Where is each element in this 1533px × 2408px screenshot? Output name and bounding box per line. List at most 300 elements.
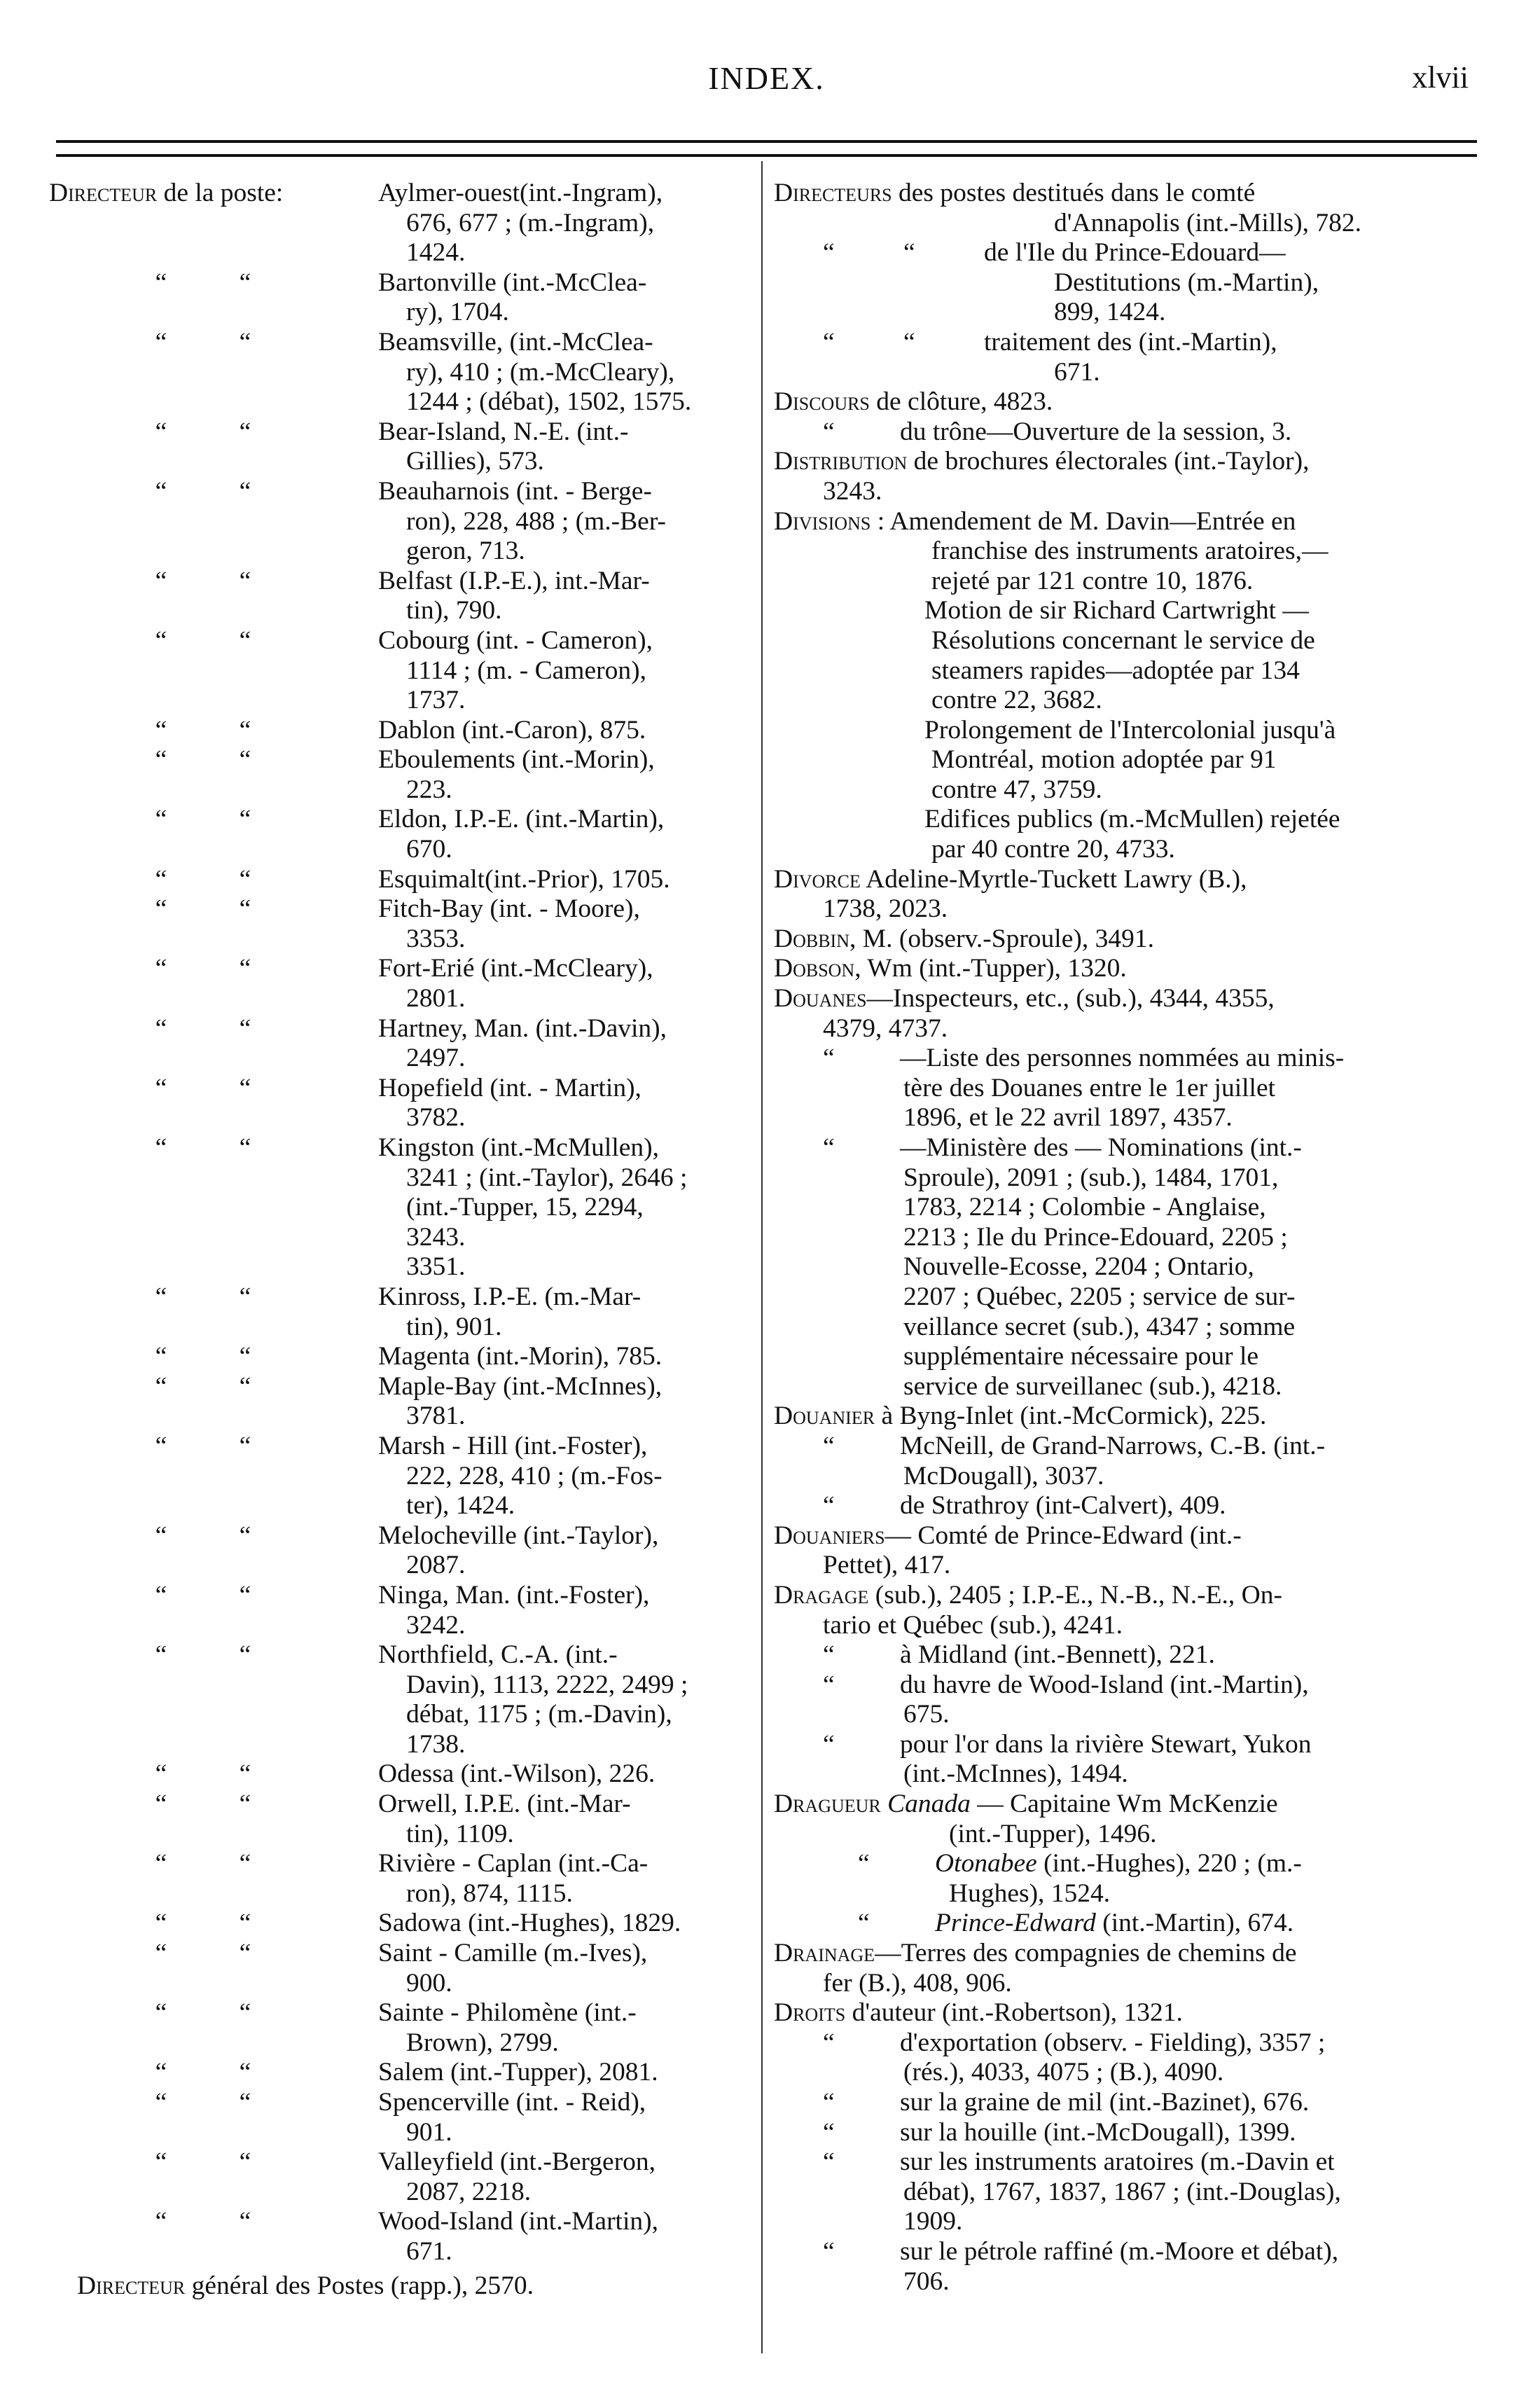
ditto-mark: “ xyxy=(823,2147,835,2177)
ditto-mark: “ xyxy=(155,954,167,983)
ditto-mark: “ xyxy=(239,566,251,595)
index-line xyxy=(774,1462,1488,1492)
ditto-mark: “ xyxy=(155,1133,167,1162)
ditto-mark: “ xyxy=(903,327,915,357)
ditto-mark: “ xyxy=(239,268,251,297)
index-line xyxy=(774,1342,1488,1372)
entry-text: (int.-McInnes), 1494. xyxy=(903,1759,1128,1789)
entry-continuation: Davin), 1113, 2222, 2499 ; xyxy=(406,1670,688,1699)
index-line xyxy=(774,567,1488,597)
entry-text: (sub.), 2405 ; I.P.-E., N.-B., N.-E., On- xyxy=(868,1580,1282,1610)
index-line xyxy=(774,1402,1488,1432)
entry-heading: Dragueur xyxy=(774,1790,881,1819)
index-line xyxy=(774,656,1488,686)
entry-text: 1783, 2214 ; Colombie - Anglaise, xyxy=(903,1193,1266,1222)
entry-text: Eboulements (int.-Morin), xyxy=(378,745,655,775)
ditto-marks xyxy=(119,1849,287,1879)
page-header xyxy=(49,53,1484,116)
entry-continuation: 1738. xyxy=(406,1729,466,1759)
index-line xyxy=(774,2118,1488,2148)
index-line xyxy=(774,1074,1488,1104)
entry-heading: Distribution xyxy=(774,447,908,476)
ditto-mark: “ xyxy=(155,625,167,655)
entry-text: Wood-Island (int.-Martin), xyxy=(378,2207,659,2236)
index-entry xyxy=(49,1342,763,1372)
entry-text: Hartney, Man. (int.-Davin), xyxy=(378,1013,667,1043)
index-entry xyxy=(49,1790,763,1849)
ship-name: Prince-Edward xyxy=(935,1909,1096,1938)
ditto-mark: “ xyxy=(823,1133,835,1162)
entry-text: —Ministère des — Nominations (int.- xyxy=(900,1133,1302,1162)
index-entry xyxy=(49,477,763,567)
ditto-mark: “ xyxy=(155,1013,167,1043)
index-line xyxy=(774,2088,1488,2118)
index-line xyxy=(774,1372,1488,1402)
index-line xyxy=(774,716,1488,746)
ditto-mark: “ xyxy=(155,894,167,924)
ditto-mark: “ xyxy=(155,417,167,446)
entry-text: Salem (int.-Tupper), 2081. xyxy=(378,2058,658,2087)
index-line xyxy=(774,2178,1488,2208)
index-line xyxy=(774,984,1488,1014)
entry-heading: Divisions xyxy=(774,506,871,536)
ditto-mark: “ xyxy=(858,1909,870,1938)
ditto-marks xyxy=(119,1759,287,1790)
ditto-mark: “ xyxy=(239,1282,251,1311)
entry-continuation: 3243. xyxy=(406,1222,466,1252)
entry-text: Nouvelle-Ecosse, 2204 ; Ontario, xyxy=(903,1252,1254,1282)
ditto-mark: “ xyxy=(239,894,251,924)
ditto-mark: “ xyxy=(823,2088,835,2117)
ditto-mark: “ xyxy=(239,2207,251,2236)
ditto-mark: “ xyxy=(239,864,251,894)
entry-text: Prolongement de l'Intercolonial jusqu'à xyxy=(924,715,1336,745)
ditto-marks xyxy=(119,1909,287,1939)
entry-text: contre 22, 3682. xyxy=(931,686,1102,715)
ditto-mark: “ xyxy=(823,327,835,357)
entry-text: Hopefield (int. - Martin), xyxy=(378,1073,641,1102)
entry-text: veillance secret (sub.), 4347 ; somme xyxy=(903,1312,1296,1341)
index-entry xyxy=(49,1133,763,1282)
entry-text: Sproule), 2091 ; (sub.), 1484, 1701, xyxy=(903,1163,1279,1192)
ditto-mark: “ xyxy=(155,2207,167,2236)
ditto-mark: “ xyxy=(239,1939,251,1968)
index-line xyxy=(774,1759,1488,1790)
entry-continuation: 901. xyxy=(406,2117,452,2147)
entry-continuation: 222, 228, 410 ; (m.-Fos- xyxy=(406,1461,663,1490)
entry-continuation: 3353. xyxy=(406,924,466,953)
ditto-mark: “ xyxy=(239,1013,251,1043)
index-entry xyxy=(49,179,763,268)
index-entry xyxy=(49,1432,763,1521)
entry-text: 2207 ; Québec, 2205 ; service de sur- xyxy=(903,1282,1296,1311)
entry-text: , M. (observ.-Sproule), 3491. xyxy=(849,924,1154,953)
index-line xyxy=(774,1193,1488,1223)
entry-text: sur la houille (int.-McDougall), 1399. xyxy=(900,2117,1296,2147)
index-line xyxy=(774,537,1488,567)
index-line xyxy=(774,1581,1488,1611)
entry-text: de Strathroy (int-Calvert), 409. xyxy=(900,1491,1226,1521)
ditto-marks xyxy=(119,1342,287,1372)
ship-name: Otonabee xyxy=(935,1849,1037,1878)
index-line xyxy=(774,1730,1488,1760)
index-line xyxy=(774,1103,1488,1133)
entry-text: Kinross, I.P.-E. (m.-Mar- xyxy=(378,1282,641,1311)
entry-text: à Byng-Inlet (int.-McCormick), 225. xyxy=(875,1402,1267,1431)
index-line xyxy=(774,2237,1488,2267)
ditto-marks xyxy=(119,805,287,835)
entry-text: Ninga, Man. (int.-Foster), xyxy=(378,1580,650,1610)
entry-text: —Liste des personnes nommées au minis- xyxy=(900,1044,1345,1073)
index-line xyxy=(774,328,1488,358)
entry-heading xyxy=(49,179,283,209)
index-line xyxy=(774,238,1488,268)
ditto-mark: “ xyxy=(239,805,251,834)
entry-heading: Drainage xyxy=(774,1939,875,1968)
entry-text: Adeline-Myrtle-Tuckett Lawry (B.), xyxy=(860,864,1247,894)
entry-continuation: 2801. xyxy=(406,984,466,1013)
ditto-marks xyxy=(119,477,287,507)
ditto-marks xyxy=(119,268,287,298)
entry-continuation: 1114 ; (m. - Cameron), xyxy=(406,656,646,685)
ditto-marks xyxy=(119,2147,287,2178)
index-entry xyxy=(49,805,763,864)
entry-text: pour l'or dans la rivière Stewart, Yukon xyxy=(900,1729,1312,1759)
index-line xyxy=(774,835,1488,865)
entry-text: traitement des (int.-Martin), xyxy=(984,327,1277,357)
index-line xyxy=(774,1521,1488,1551)
ditto-marks xyxy=(119,1521,287,1551)
index-line xyxy=(774,954,1488,984)
entry-text: sur la graine de mil (int.-Bazinet), 676. xyxy=(900,2088,1310,2117)
entry-text: Canada — Capitaine Wm McKenzie xyxy=(887,1790,1278,1819)
ditto-mark: “ xyxy=(155,566,167,595)
ditto-mark: “ xyxy=(155,1640,167,1670)
ditto-mark: “ xyxy=(239,1371,251,1401)
entry-continuation: 3242. xyxy=(406,1610,466,1640)
entry-continuation: 900. xyxy=(406,1968,452,1998)
ditto-mark: “ xyxy=(155,1073,167,1102)
entry-text: fer (B.), 408, 906. xyxy=(823,1968,1012,1998)
entry-text: Eldon, I.P.-E. (int.-Martin), xyxy=(378,805,665,834)
ditto-marks xyxy=(119,954,287,984)
ditto-mark: “ xyxy=(823,1431,835,1460)
index-line xyxy=(774,2147,1488,2178)
entry-text: débat), 1767, 1837, 1867 ; (int.-Douglas), xyxy=(903,2177,1341,2206)
ditto-marks xyxy=(119,1074,287,1104)
index-entry xyxy=(49,1521,763,1581)
index-line xyxy=(774,1551,1488,1581)
index-line xyxy=(774,358,1488,388)
entry-text: McNeill, de Grand-Narrows, C.-B. (int.- xyxy=(900,1431,1326,1460)
entry-text: des postes destitués dans le comté xyxy=(892,179,1256,207)
entry-text: 671. xyxy=(1054,357,1100,387)
entry-continuation: 2497. xyxy=(406,1044,466,1073)
index-line xyxy=(774,1223,1488,1253)
ditto-mark: “ xyxy=(823,417,835,446)
ditto-mark: “ xyxy=(239,1431,251,1460)
index-line xyxy=(774,626,1488,656)
entry-text: Aylmer-ouest(int.-Ingram), xyxy=(378,179,663,207)
ditto-marks xyxy=(119,1014,287,1044)
entry-continuation: (int.-Tupper, 15, 2294, xyxy=(406,1193,644,1222)
ditto-marks xyxy=(119,2207,287,2237)
index-entry xyxy=(49,417,763,477)
ditto-mark: “ xyxy=(239,417,251,446)
entry-text: —Terres des compagnies de chemins de xyxy=(875,1939,1297,1968)
entry-text: Prince-Edward (int.-Martin), 674. xyxy=(935,1909,1294,1938)
heading-word: Directeur xyxy=(49,179,158,207)
index-line xyxy=(774,2267,1488,2297)
index-line xyxy=(774,1313,1488,1343)
ditto-mark: “ xyxy=(239,954,251,983)
entry-heading: Dobbin xyxy=(774,924,849,953)
final-entry xyxy=(49,2271,763,2302)
ditto-mark: “ xyxy=(239,327,251,357)
index-line xyxy=(774,1969,1488,1999)
index-entry xyxy=(49,1640,763,1759)
entry-text: Fort-Erié (int.-McCleary), xyxy=(378,954,653,983)
ditto-mark: “ xyxy=(155,1580,167,1610)
entry-heading: Directeurs xyxy=(774,179,892,207)
index-line xyxy=(774,1282,1488,1313)
ditto-mark: “ xyxy=(155,2147,167,2177)
entry-text: franchise des instruments aratoires,— xyxy=(931,537,1329,566)
ditto-mark: “ xyxy=(239,1073,251,1102)
index-entry xyxy=(49,954,763,1013)
entry-text: sur le pétrole raffiné (m.-Moore et débat), xyxy=(900,2236,1339,2266)
ditto-mark: “ xyxy=(239,2147,251,2177)
entry-heading: Douaniers xyxy=(774,1521,885,1550)
index-line xyxy=(774,298,1488,328)
ditto-mark: “ xyxy=(239,1133,251,1162)
ditto-marks xyxy=(119,626,287,656)
entry-text: Sainte - Philomène (int.- xyxy=(378,1998,637,2028)
ditto-mark: “ xyxy=(239,1849,251,1878)
index-line xyxy=(774,1820,1488,1850)
entry-text: Bartonville (int.-McClea- xyxy=(378,268,647,297)
ship-name: Canada xyxy=(887,1790,971,1819)
entry-text: Cobourg (int. - Cameron), xyxy=(378,625,653,655)
ditto-marks xyxy=(119,1432,287,1462)
entry-text: tario et Québec (sub.), 4241. xyxy=(823,1610,1123,1640)
index-line xyxy=(774,2058,1488,2088)
entry-text: d'exportation (observ. - Fielding), 3357 ; xyxy=(900,2028,1326,2057)
ditto-mark: “ xyxy=(823,1670,835,1699)
entry-text: Destitutions (m.-Martin), xyxy=(1054,268,1319,297)
ditto-mark: “ xyxy=(155,1909,167,1938)
ditto-mark: “ xyxy=(239,1909,251,1938)
index-line xyxy=(774,1252,1488,1282)
ditto-marks xyxy=(119,1790,287,1820)
entry-text: du trône—Ouverture de la session, 3. xyxy=(900,417,1292,446)
entry-heading: Discours xyxy=(774,387,870,417)
ditto-mark: “ xyxy=(155,268,167,297)
entry-continuation: tin), 790. xyxy=(406,596,502,625)
index-line xyxy=(774,1849,1488,1879)
entry-text: à Midland (int.-Bennett), 221. xyxy=(900,1640,1215,1670)
entry-text: Edifices publics (m.-McMullen) rejetée xyxy=(924,805,1340,834)
index-line xyxy=(774,745,1488,775)
index-entry xyxy=(49,328,763,417)
ditto-marks xyxy=(119,417,287,448)
entry-text: Rivière - Caplan (int.-Ca- xyxy=(378,1849,648,1878)
entry-text: par 40 contre 20, 4733. xyxy=(931,835,1175,864)
entry-continuation: débat, 1175 ; (m.-Davin), xyxy=(406,1700,672,1729)
index-line xyxy=(774,894,1488,925)
entry-continuation: 3351. xyxy=(406,1252,466,1282)
entry-text: tère des Douanes entre le 1er juillet xyxy=(903,1073,1276,1102)
ditto-mark: “ xyxy=(858,1849,870,1878)
ditto-mark: “ xyxy=(903,238,915,268)
entry-continuation: geron, 713. xyxy=(406,537,525,566)
entry-text: Pettet), 417. xyxy=(823,1551,951,1580)
index-line xyxy=(774,417,1488,448)
index-entry xyxy=(49,1909,763,1939)
ditto-mark: “ xyxy=(823,1491,835,1521)
entry-text: Montréal, motion adoptée par 91 xyxy=(931,745,1277,775)
entry-text: 899, 1424. xyxy=(1054,298,1166,327)
index-line xyxy=(774,268,1488,298)
entry-text: d'Annapolis (int.-Mills), 782. xyxy=(1054,208,1362,237)
entry-text: Kingston (int.-McMullen), xyxy=(378,1133,660,1162)
ditto-mark: “ xyxy=(155,1849,167,1878)
entry-continuation: ron), 874, 1115. xyxy=(406,1878,573,1908)
ditto-marks xyxy=(119,745,287,775)
left-column xyxy=(49,179,763,2301)
entry-text: Saint - Camille (m.-Ives), xyxy=(378,1939,648,1968)
ditto-mark: “ xyxy=(155,327,167,357)
index-entry xyxy=(49,1939,763,1998)
ditto-marks xyxy=(119,865,287,895)
index-line xyxy=(774,596,1488,626)
ditto-mark: “ xyxy=(239,1998,251,2028)
index-line xyxy=(774,477,1488,507)
index-entry xyxy=(49,2058,763,2088)
ditto-marks xyxy=(119,328,287,358)
entry-text: Esquimalt(int.-Prior), 1705. xyxy=(378,864,670,894)
entry-text: service de surveillanec (sub.), 4218. xyxy=(903,1371,1282,1401)
index-entry xyxy=(49,1372,763,1432)
index-line xyxy=(774,1044,1488,1074)
ditto-mark: “ xyxy=(823,1044,835,1073)
final-entry-word: Directeur xyxy=(77,2271,186,2300)
entry-continuation: 2087. xyxy=(406,1551,466,1580)
index-line xyxy=(774,1939,1488,1969)
entry-text: Magenta (int.-Morin), 785. xyxy=(378,1342,663,1371)
page-number: xlvii xyxy=(1412,60,1469,95)
entry-text: —Inspecteurs, etc., (sub.), 4344, 4355, xyxy=(866,984,1275,1013)
entry-text: 3243. xyxy=(823,476,882,506)
ditto-marks xyxy=(119,1581,287,1611)
entry-continuation: ron), 228, 488 ; (m.-Ber- xyxy=(406,506,667,536)
index-line xyxy=(774,447,1488,477)
entry-text: de clôture, 4823. xyxy=(869,387,1053,417)
entry-continuation: tin), 1109. xyxy=(406,1819,514,1848)
ditto-mark: “ xyxy=(239,2088,251,2117)
index-line xyxy=(774,2028,1488,2058)
ditto-mark: “ xyxy=(239,1342,251,1371)
entry-text: Northfield, C.-A. (int.- xyxy=(378,1640,618,1670)
entry-continuation: 1244 ; (débat), 1502, 1575. xyxy=(406,387,692,417)
index-line xyxy=(774,865,1488,895)
entry-text: 1896, et le 22 avril 1897, 4357. xyxy=(903,1103,1233,1133)
index-entry xyxy=(49,2088,763,2147)
entry-text: (int.-Tupper), 1496. xyxy=(949,1819,1157,1848)
ditto-mark: “ xyxy=(823,2236,835,2266)
index-line xyxy=(774,686,1488,716)
entry-text: (rés.), 4033, 4075 ; (B.), 4090. xyxy=(903,2058,1224,2087)
entry-text: McDougall), 3037. xyxy=(903,1461,1104,1490)
entry-heading: Douanier xyxy=(774,1402,875,1431)
index-entry xyxy=(49,745,763,805)
final-entry-rest: général des Postes (rapp.), 2570. xyxy=(185,2271,534,2300)
ditto-marks xyxy=(119,1640,287,1670)
index-entry xyxy=(49,2147,763,2207)
index-entry xyxy=(49,1759,763,1790)
entry-text: : Amendement de M. Davin—Entrée en xyxy=(870,506,1296,536)
entry-text: , Wm (int.-Tupper), 1320. xyxy=(854,954,1127,983)
ditto-mark: “ xyxy=(155,1431,167,1460)
ditto-marks xyxy=(119,2058,287,2088)
entry-text: contre 47, 3759. xyxy=(931,775,1102,804)
index-line xyxy=(774,1909,1488,1939)
index-entry xyxy=(49,1581,763,1640)
ditto-marks xyxy=(119,1133,287,1163)
ditto-marks xyxy=(119,1372,287,1402)
ditto-mark: “ xyxy=(239,1790,251,1819)
entry-text: Bear-Island, N.-E. (int.- xyxy=(378,417,629,446)
ditto-mark: “ xyxy=(155,1790,167,1819)
ditto-mark: “ xyxy=(155,745,167,775)
entry-text: Beamsville, (int.-McClea- xyxy=(378,327,653,357)
header-rule xyxy=(56,140,1477,157)
entry-continuation: ter), 1424. xyxy=(406,1491,515,1521)
index-entry xyxy=(49,268,763,328)
ditto-mark: “ xyxy=(155,476,167,506)
entry-continuation: 2087, 2218. xyxy=(406,2177,532,2206)
ditto-mark: “ xyxy=(155,805,167,834)
entry-continuation: 3782. xyxy=(406,1103,466,1133)
entry-text: Sadowa (int.-Hughes), 1829. xyxy=(378,1909,681,1938)
index-entry xyxy=(49,716,763,746)
index-line xyxy=(774,1432,1488,1462)
entry-heading: Dobson xyxy=(774,954,855,983)
entry-text: Spencerville (int. - Reid), xyxy=(378,2088,646,2117)
index-entry xyxy=(49,865,763,895)
index-line xyxy=(774,1879,1488,1909)
ditto-mark: “ xyxy=(155,1521,167,1550)
index-entry xyxy=(49,567,763,626)
index-line xyxy=(774,925,1488,955)
ditto-mark: “ xyxy=(239,2058,251,2087)
entry-continuation: 676, 677 ; (m.-Ingram), xyxy=(406,208,655,237)
ditto-mark: “ xyxy=(155,1342,167,1371)
ditto-mark: “ xyxy=(823,238,835,268)
entry-continuation: ry), 410 ; (m.-McCleary), xyxy=(406,357,675,387)
entry-text: 2213 ; Ile du Prince-Edouard, 2205 ; xyxy=(903,1222,1288,1252)
index-line xyxy=(774,1790,1488,1820)
ditto-mark: “ xyxy=(239,1580,251,1610)
ditto-mark: “ xyxy=(155,864,167,894)
entry-continuation: 3781. xyxy=(406,1402,466,1431)
entry-text: Melocheville (int.-Taylor), xyxy=(378,1521,659,1550)
entry-text: Fitch-Bay (int. - Moore), xyxy=(378,894,640,924)
entry-text: Orwell, I.P.E. (int.-Mar- xyxy=(378,1790,631,1819)
ditto-mark: “ xyxy=(239,715,251,745)
ditto-marks xyxy=(119,894,287,925)
entry-text: — Comté de Prince-Edward (int.- xyxy=(885,1521,1242,1550)
